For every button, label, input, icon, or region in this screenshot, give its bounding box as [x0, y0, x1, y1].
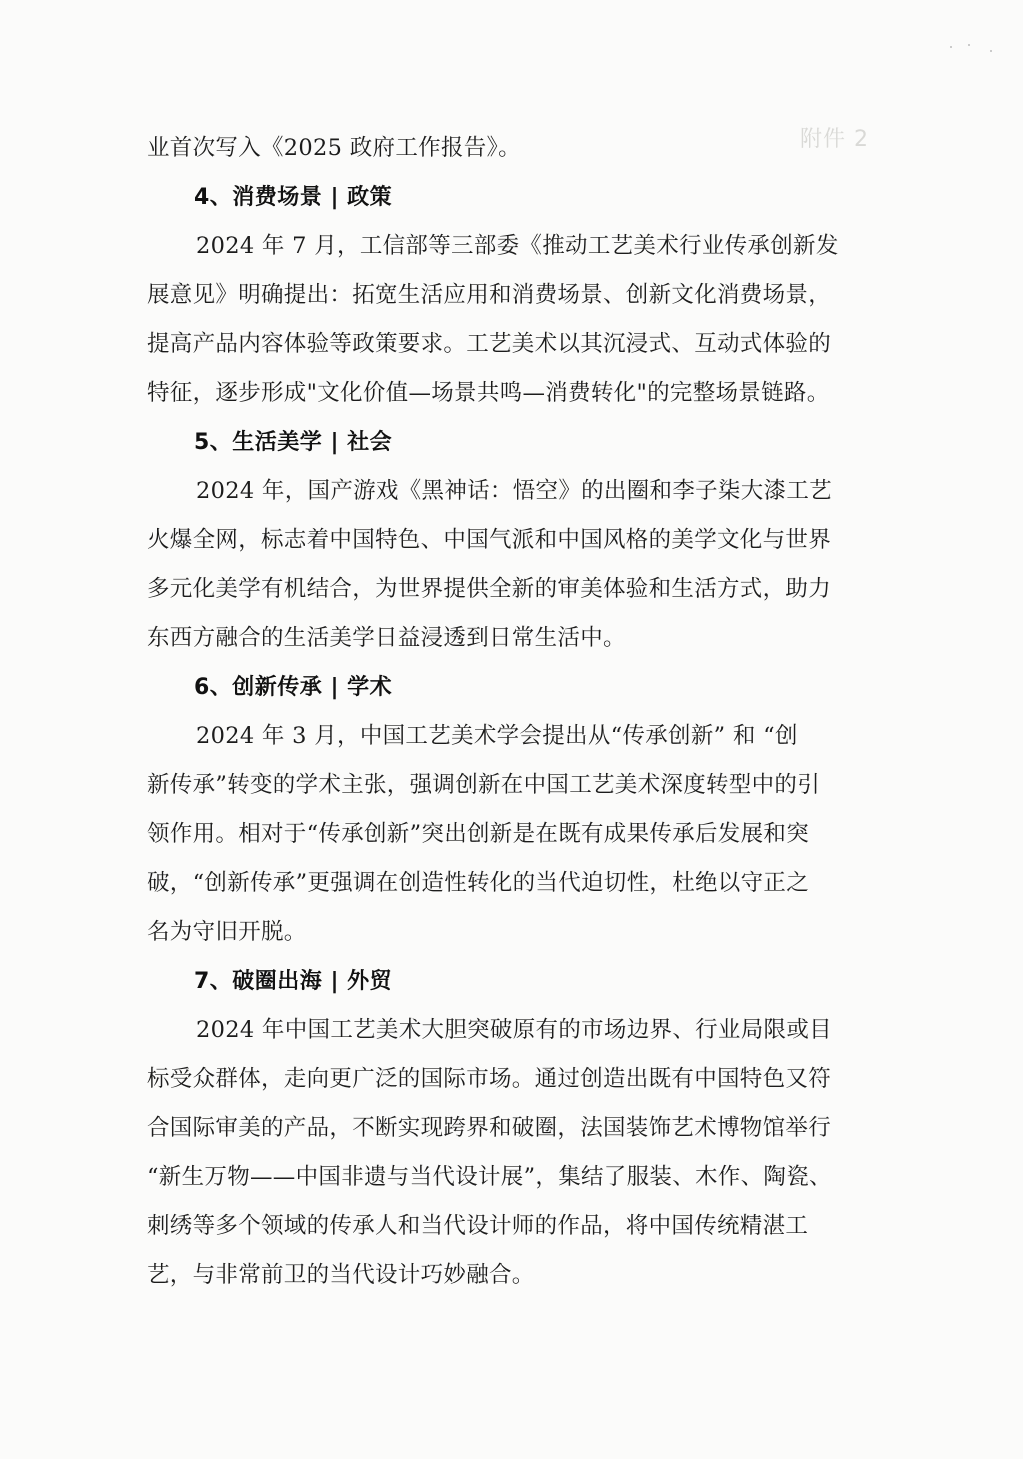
paragraph-line: 破，“创新传承”更强调在创造性转化的当代迫切性，杜绝以守正之 — [147, 870, 810, 896]
paragraph-line: 东西方融合的生活美学日益浸透到日常生活中。 — [147, 625, 626, 651]
paragraph-line: 业首次写入《2025 政府工作报告》。 — [147, 135, 521, 161]
paragraph-line: 名为守旧开脱。 — [147, 919, 307, 945]
section-heading: 4、消费场景 | 政策 — [194, 185, 393, 210]
paragraph-line: 展意见》明确提出：拓宽生活应用和消费场景、创新文化消费场景， — [147, 282, 832, 308]
paragraph-line: 2024 年中国工艺美术大胆突破原有的市场边界、行业局限或目 — [196, 1017, 832, 1043]
scan-speck — [990, 50, 992, 52]
paragraph-line: 艺，与非常前卫的当代设计巧妙融合。 — [147, 1262, 535, 1288]
paragraph-line: 火爆全网，标志着中国特色、中国气派和中国风格的美学文化与世界 — [147, 527, 832, 553]
paragraph-line: 特征，逐步形成"文化价值—场景共鸣—消费转化"的完整场景链路。 — [147, 380, 830, 406]
paragraph-line: 领作用。相对于“传承创新”突出创新是在既有成果传承后发展和突 — [147, 821, 810, 847]
paragraph-line: 新传承”转变的学术主张，强调创新在中国工艺美术深度转型中的引 — [147, 772, 821, 798]
paragraph-line: “新生万物——中国非遗与当代设计展”，集结了服装、木作、陶瓷、 — [147, 1164, 832, 1190]
bleed-through-text: 附件 2 — [800, 127, 869, 152]
paragraph-line: 标受众群体，走向更广泛的国际市场。通过创造出既有中国特色又符 — [147, 1066, 832, 1092]
section-heading: 5、生活美学 | 社会 — [194, 430, 393, 455]
paragraph-line: 2024 年 3 月，中国工艺美术学会提出从“传承创新” 和 “创 — [196, 723, 798, 749]
paragraph-line: 2024 年 7 月，工信部等三部委《推动工艺美术行业传承创新发 — [196, 233, 839, 259]
scan-speck — [950, 46, 952, 48]
section-heading: 7、破圈出海 | 外贸 — [194, 969, 393, 994]
paragraph-line: 2024 年，国产游戏《黑神话：悟空》的出圈和李子柒大漆工艺 — [196, 478, 832, 504]
paragraph-line: 合国际审美的产品，不断实现跨界和破圈，法国装饰艺术博物馆举行 — [147, 1115, 832, 1141]
paragraph-line: 刺绣等多个领域的传承人和当代设计师的作品，将中国传统精湛工 — [147, 1213, 809, 1239]
paragraph-line: 多元化美学有机结合，为世界提供全新的审美体验和生活方式，助力 — [147, 576, 832, 602]
scan-speck — [968, 44, 970, 46]
paragraph-line: 提高产品内容体验等政策要求。工艺美术以其沉浸式、互动式体验的 — [147, 331, 832, 357]
section-heading: 6、创新传承 | 学术 — [194, 675, 393, 700]
document-body — [147, 124, 877, 1300]
